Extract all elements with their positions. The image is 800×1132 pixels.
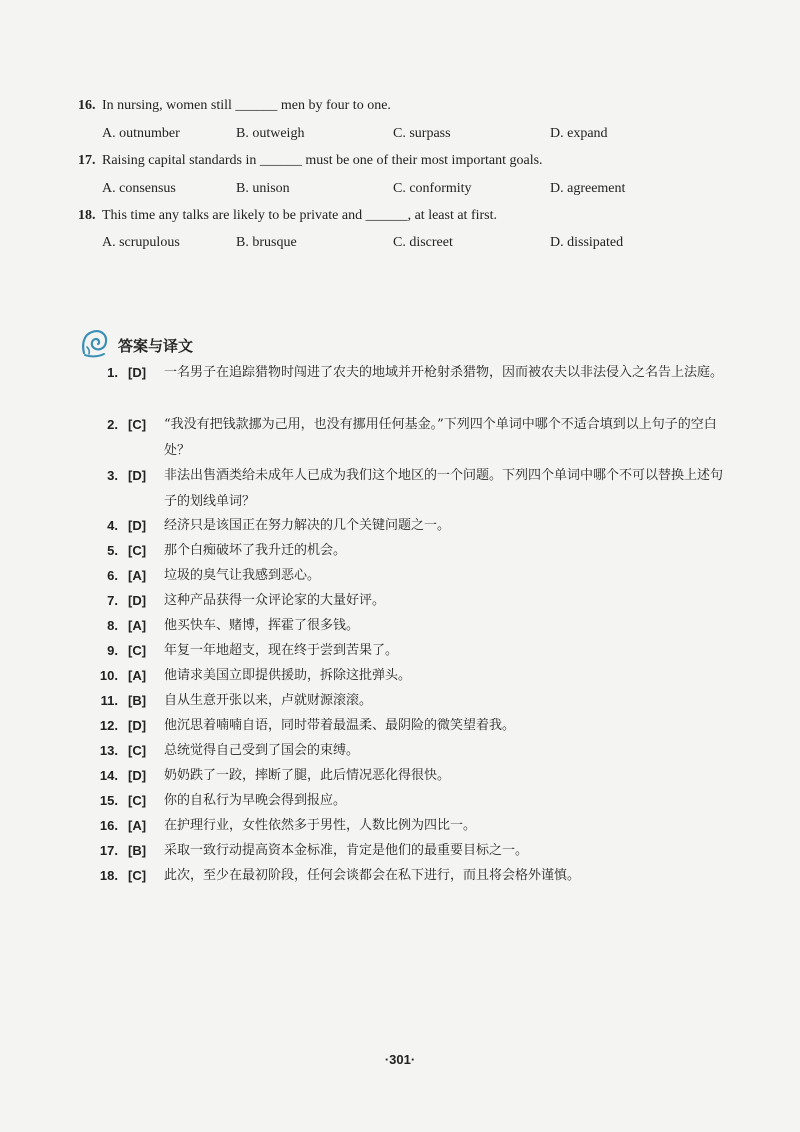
answer-key: [D]	[128, 468, 147, 483]
answer-number: 1.	[107, 365, 118, 380]
option-a: A. outnumber	[102, 126, 180, 141]
answer-number: 6.	[107, 568, 118, 583]
answer-key: [C]	[128, 868, 147, 883]
answer-translation: 那个白痴破坏了我升迁的机会。	[164, 543, 347, 558]
answer-number: 8.	[107, 618, 118, 633]
answer-translation: 自从生意开张以来，卢就财源滚滚。	[164, 693, 373, 708]
answer-translation: 你的自私行为早晚会得到报应。	[164, 793, 347, 808]
answer-number: 11.	[100, 693, 118, 708]
answer-translation: 经济只是该国正在努力解决的几个关键问题之一。	[164, 518, 451, 533]
answer-translation: 他买快车、赌博，挥霍了很多钱。	[164, 618, 360, 633]
answer-translation: 非法出售酒类给未成年人已成为我们这个地区的一个问题。下列四个单词中哪个不可以替换上述句子的划线单词？	[164, 468, 724, 509]
answers-section-header	[80, 328, 193, 362]
question-text: This time any talks are likely to be private and ______, at least at first.	[102, 208, 498, 223]
answer-number: 15.	[99, 793, 118, 808]
answer-number: 16.	[99, 818, 118, 833]
option-c: C. discreet	[393, 235, 453, 250]
option-c: C. conformity	[393, 181, 472, 196]
question-number: 18.	[78, 208, 96, 223]
question-number: 17.	[78, 153, 96, 168]
answer-translation: “我没有把钱款挪为己用，也没有挪用任何基金。”下列四个单词中哪个不适合填到以上句子的空白处？	[164, 417, 717, 458]
question-17	[78, 153, 543, 169]
option-d: D. expand	[550, 126, 608, 141]
answer-key: [A]	[128, 568, 147, 583]
answer-number: 13.	[99, 743, 118, 758]
option-b: B. unison	[236, 181, 290, 196]
answer-translation: 他请求美国立即提供援助，拆除这批弹头。	[164, 668, 412, 683]
answer-key: [A]	[128, 818, 147, 833]
answer-key: [C]	[128, 643, 147, 658]
answer-key: [C]	[128, 543, 147, 558]
option-b: B. outweigh	[236, 126, 305, 141]
question-text: In nursing, women still ______ men by four to one.	[102, 98, 391, 113]
answer-key: [A]	[128, 668, 147, 683]
answer-translation: 垃圾的臭气让我感到恶心。	[164, 568, 321, 583]
answer-number: 12.	[99, 718, 118, 733]
option-a: A. consensus	[102, 181, 176, 196]
answer-key: [D]	[128, 718, 147, 733]
answer-key: [D]	[128, 365, 147, 380]
answer-number: 2.	[107, 417, 118, 432]
answer-translation: 在护理行业，女性依然多于男性，人数比例为四比一。	[164, 818, 477, 833]
answer-number: 5.	[107, 543, 118, 558]
answer-translation: 奶奶跌了一跤，摔断了腿，此后情况恶化得很快。	[164, 768, 451, 783]
option-b: B. brusque	[236, 235, 297, 250]
answer-icon	[80, 327, 110, 364]
section-title: 答案与译文	[118, 336, 194, 355]
answer-key: [B]	[128, 843, 147, 858]
answer-number: 3.	[107, 468, 118, 483]
answer-translation: 此次，至少在最初阶段，任何会谈都会在私下进行，而且将会格外谨慎。	[164, 868, 581, 883]
answer-translation: 年复一年地超支，现在终于尝到苦果了。	[164, 643, 399, 658]
question-18	[78, 208, 497, 224]
answer-number: 7.	[107, 593, 118, 608]
question-16	[78, 98, 391, 114]
answer-number: 14.	[99, 768, 118, 783]
option-d: D. dissipated	[550, 235, 624, 250]
answer-number: 10.	[99, 668, 118, 683]
answer-number: 9.	[107, 643, 118, 658]
option-a: A. scrupulous	[102, 235, 180, 250]
option-d: D. agreement	[550, 181, 626, 196]
answer-key: [C]	[128, 417, 147, 432]
answer-key: [D]	[128, 768, 147, 783]
answer-translation: 总统觉得自己受到了国会的束缚。	[164, 743, 360, 758]
answer-key: [D]	[128, 518, 147, 533]
option-c: C. surpass	[393, 126, 451, 141]
answer-number: 4.	[107, 518, 118, 533]
answer-key: [C]	[128, 793, 147, 808]
answer-translation: 一名男子在追踪猎物时闯进了农夫的地域并开枪射杀猎物，因而被农夫以非法侵入之名告上法庭。	[164, 365, 724, 380]
question-text: Raising capital standards in ______ must be one of their most important goals.	[102, 153, 543, 168]
answer-number: 18.	[99, 868, 118, 883]
question-number: 16.	[78, 98, 96, 113]
page-number: ·301·	[384, 1052, 416, 1067]
answer-number: 17.	[99, 843, 118, 858]
answer-key: [B]	[128, 693, 147, 708]
answer-translation: 采取一致行动提高资本金标准，肯定是他们的最重要目标之一。	[164, 843, 529, 858]
answer-key: [A]	[128, 618, 147, 633]
answer-key: [D]	[128, 593, 147, 608]
answer-key: [C]	[128, 743, 147, 758]
answer-translation: 这种产品获得一众评论家的大量好评。	[164, 593, 386, 608]
answer-translation: 他沉思着喃喃自语，同时带着最温柔、最阴险的微笑望着我。	[164, 718, 516, 733]
